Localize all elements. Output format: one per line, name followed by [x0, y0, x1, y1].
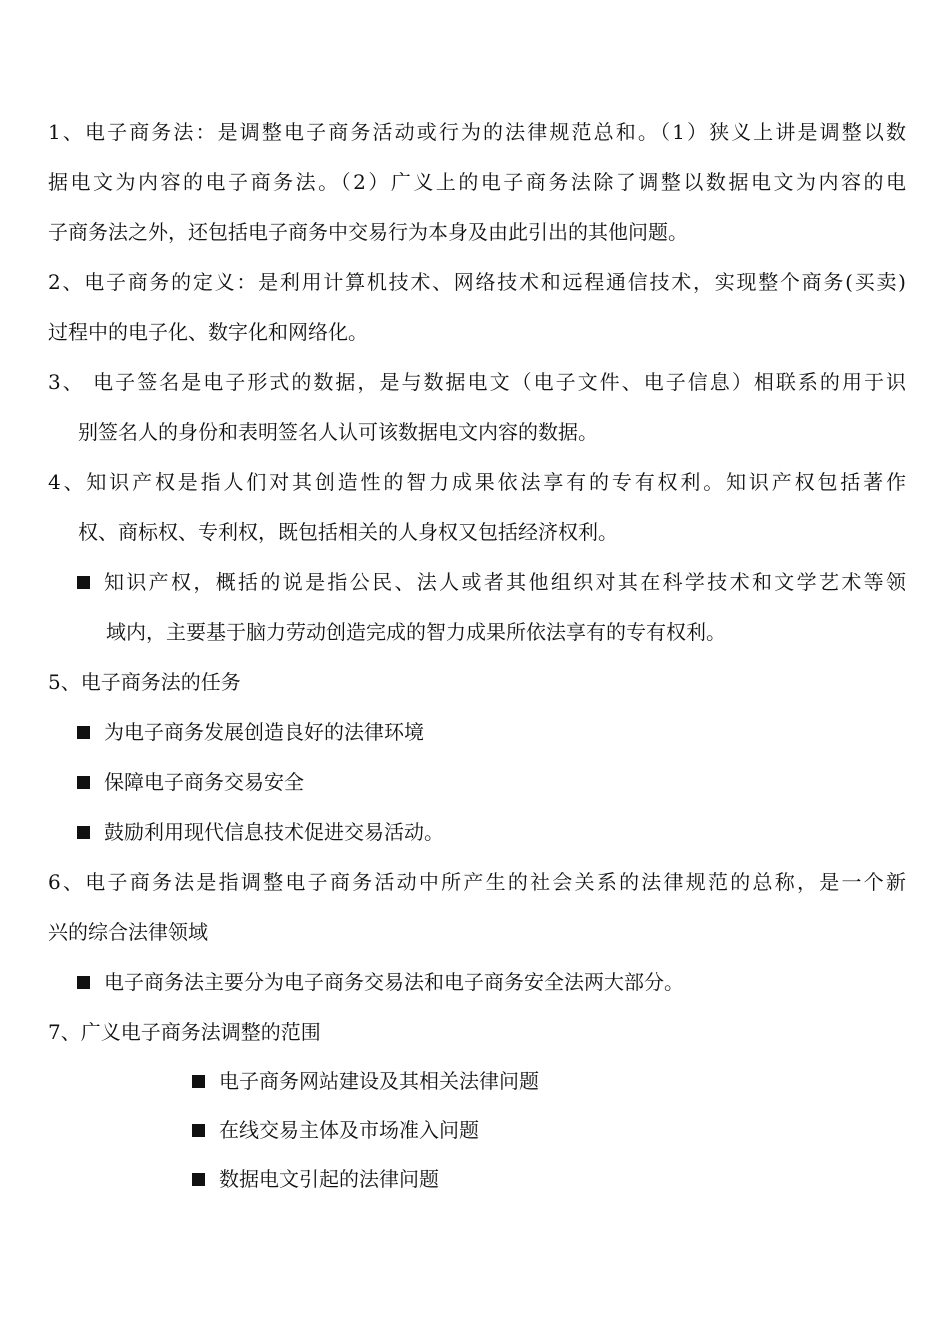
item-6-bullet-1: 电子商务法主要分为电子商务交易法和电子商务安全法两大部分。	[104, 970, 684, 994]
item-3-line-1: 3、 电子签名是电子形式的数据，是与数据电文（电子文件、电子信息）相联系的用于识	[48, 370, 906, 394]
item-1-line-3: 子商务法之外，还包括电子商务中交易行为本身及由此引出的其他问题。	[48, 220, 688, 244]
bullet-square-icon	[77, 776, 90, 789]
item-1-line-1: 1、电子商务法：是调整电子商务活动或行为的法律规范总和。（1）狭义上讲是调整以数	[48, 120, 906, 144]
item-4-line-2: 权、商标权、专利权，既包括相关的人身权又包括经济权利。	[78, 520, 618, 544]
item-6-line-1: 6、电子商务法是指调整电子商务活动中所产生的社会关系的法律规范的总称，是一个新	[48, 870, 906, 894]
bullet-square-icon	[192, 1124, 205, 1137]
item-7-bullet-1: 电子商务网站建设及其相关法律问题	[219, 1069, 539, 1093]
item-7-line-1: 7、广义电子商务法调整的范围	[48, 1020, 321, 1044]
bullet-square-icon	[77, 976, 90, 989]
item-5-line-1: 5、电子商务法的任务	[48, 670, 241, 694]
item-5-bullet-2: 保障电子商务交易安全	[104, 770, 304, 794]
item-4-bullet-1-line-2: 域内，主要基于脑力劳动创造完成的智力成果所依法享有的专有权利。	[106, 620, 726, 644]
bullet-square-icon	[77, 576, 90, 589]
bullet-square-icon	[192, 1173, 205, 1186]
item-2-line-2: 过程中的电子化、数字化和网络化。	[48, 320, 368, 344]
item-5-bullet-1: 为电子商务发展创造良好的法律环境	[104, 720, 424, 744]
item-6-line-2: 兴的综合法律领域	[48, 920, 208, 944]
item-5-bullet-3: 鼓励利用现代信息技术促进交易活动。	[104, 820, 444, 844]
bullet-square-icon	[192, 1075, 205, 1088]
item-1-line-2: 据电文为内容的电子商务法。（2）广义上的电子商务法除了调整以数据电文为内容的电	[48, 170, 906, 194]
item-4-line-1: 4、知识产权是指人们对其创造性的智力成果依法享有的专有权利。知识产权包括著作	[48, 470, 906, 494]
item-2-line-1: 2、电子商务的定义：是利用计算机技术、网络技术和远程通信技术，实现整个商务(买卖)	[48, 270, 906, 294]
item-3-line-2: 别签名人的身份和表明签名人认可该数据电文内容的数据。	[78, 420, 598, 444]
bullet-square-icon	[77, 826, 90, 839]
item-7-bullet-2: 在线交易主体及市场准入问题	[219, 1118, 479, 1142]
item-4-bullet-1-line-1: 知识产权，概括的说是指公民、法人或者其他组织对其在科学技术和文学艺术等领	[104, 570, 906, 594]
item-7-bullet-3: 数据电文引起的法律问题	[219, 1167, 439, 1191]
bullet-square-icon	[77, 726, 90, 739]
